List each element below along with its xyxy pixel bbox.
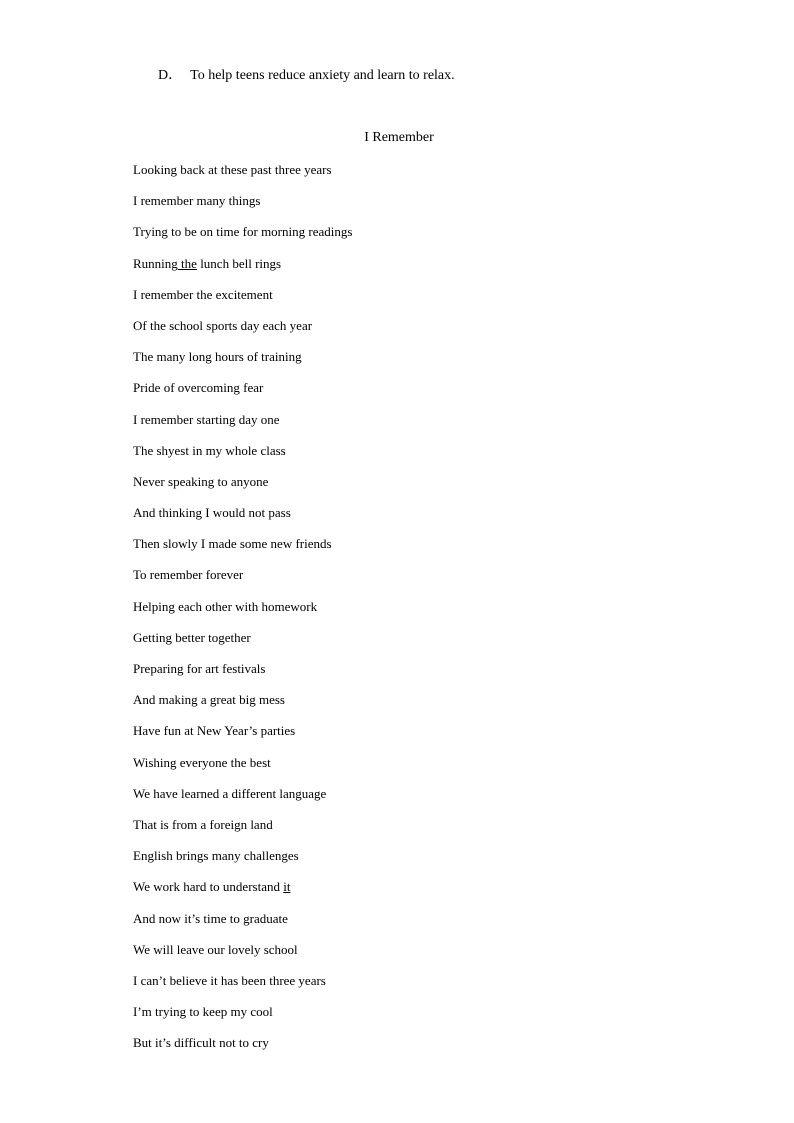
poem-line: Of the school sports day each year	[133, 317, 313, 333]
poem-line-part: Running	[133, 255, 178, 271]
poem-line: Helping each other with homework	[133, 598, 318, 614]
poem-line: Then slowly I made some new friends	[133, 536, 332, 552]
poem-line: I remember starting day one	[133, 411, 280, 427]
answer-option-d	[158, 66, 455, 86]
poem-line-part: lunch bell rings	[196, 255, 282, 271]
underlined-word: it	[283, 879, 291, 895]
option-letter: D．	[158, 68, 183, 83]
poem-line: Preparing for art festivals	[133, 661, 266, 676]
poem-line: Getting better together	[133, 629, 251, 645]
poem-line: Have fun at New Year’s parties	[133, 723, 296, 739]
poem-line: English brings many challenges	[133, 848, 299, 864]
poem-line: And making a great big mess	[133, 692, 285, 708]
poem-line: The many long hours of training	[133, 349, 302, 365]
poem-line: I can’t believe it has been three years	[133, 972, 326, 988]
poem-line: Never speaking to anyone	[133, 473, 269, 489]
poem-line: I remember the excitement	[133, 286, 273, 302]
poem-line: We have learned a different language	[133, 785, 327, 801]
poem-line: Looking back at these past three years	[133, 162, 332, 177]
poem-line: And thinking I would not pass	[133, 505, 291, 521]
poem-line: Trying to be on time for morning readings	[133, 224, 353, 240]
poem-line: That is from a foreign land	[133, 816, 273, 832]
poem-line	[133, 877, 352, 908]
underlined-blank: the	[177, 255, 197, 271]
poem-line: The shyest in my whole class	[133, 442, 286, 458]
poem-title-row	[0, 128, 794, 148]
poem-line: Wishing everyone the best	[133, 754, 271, 770]
poem-line: We will leave our lovely school	[133, 941, 298, 957]
poem-line: To remember forever	[133, 567, 244, 583]
poem-line: And now it’s time to graduate	[133, 910, 288, 926]
poem-line: I remember many things	[133, 193, 261, 209]
poem-line-part: We work hard to understand	[133, 879, 284, 895]
poem-line	[133, 254, 352, 285]
poem-body	[133, 160, 352, 1064]
poem-title: I Remember	[364, 130, 434, 145]
poem-line: I’m trying to keep my cool	[133, 1004, 273, 1020]
option-text: To help teens reduce anxiety and learn to relax.	[190, 68, 455, 83]
poem-line: But it’s difficult not to cry	[133, 1035, 269, 1051]
poem-line: Pride of overcoming fear	[133, 380, 264, 396]
